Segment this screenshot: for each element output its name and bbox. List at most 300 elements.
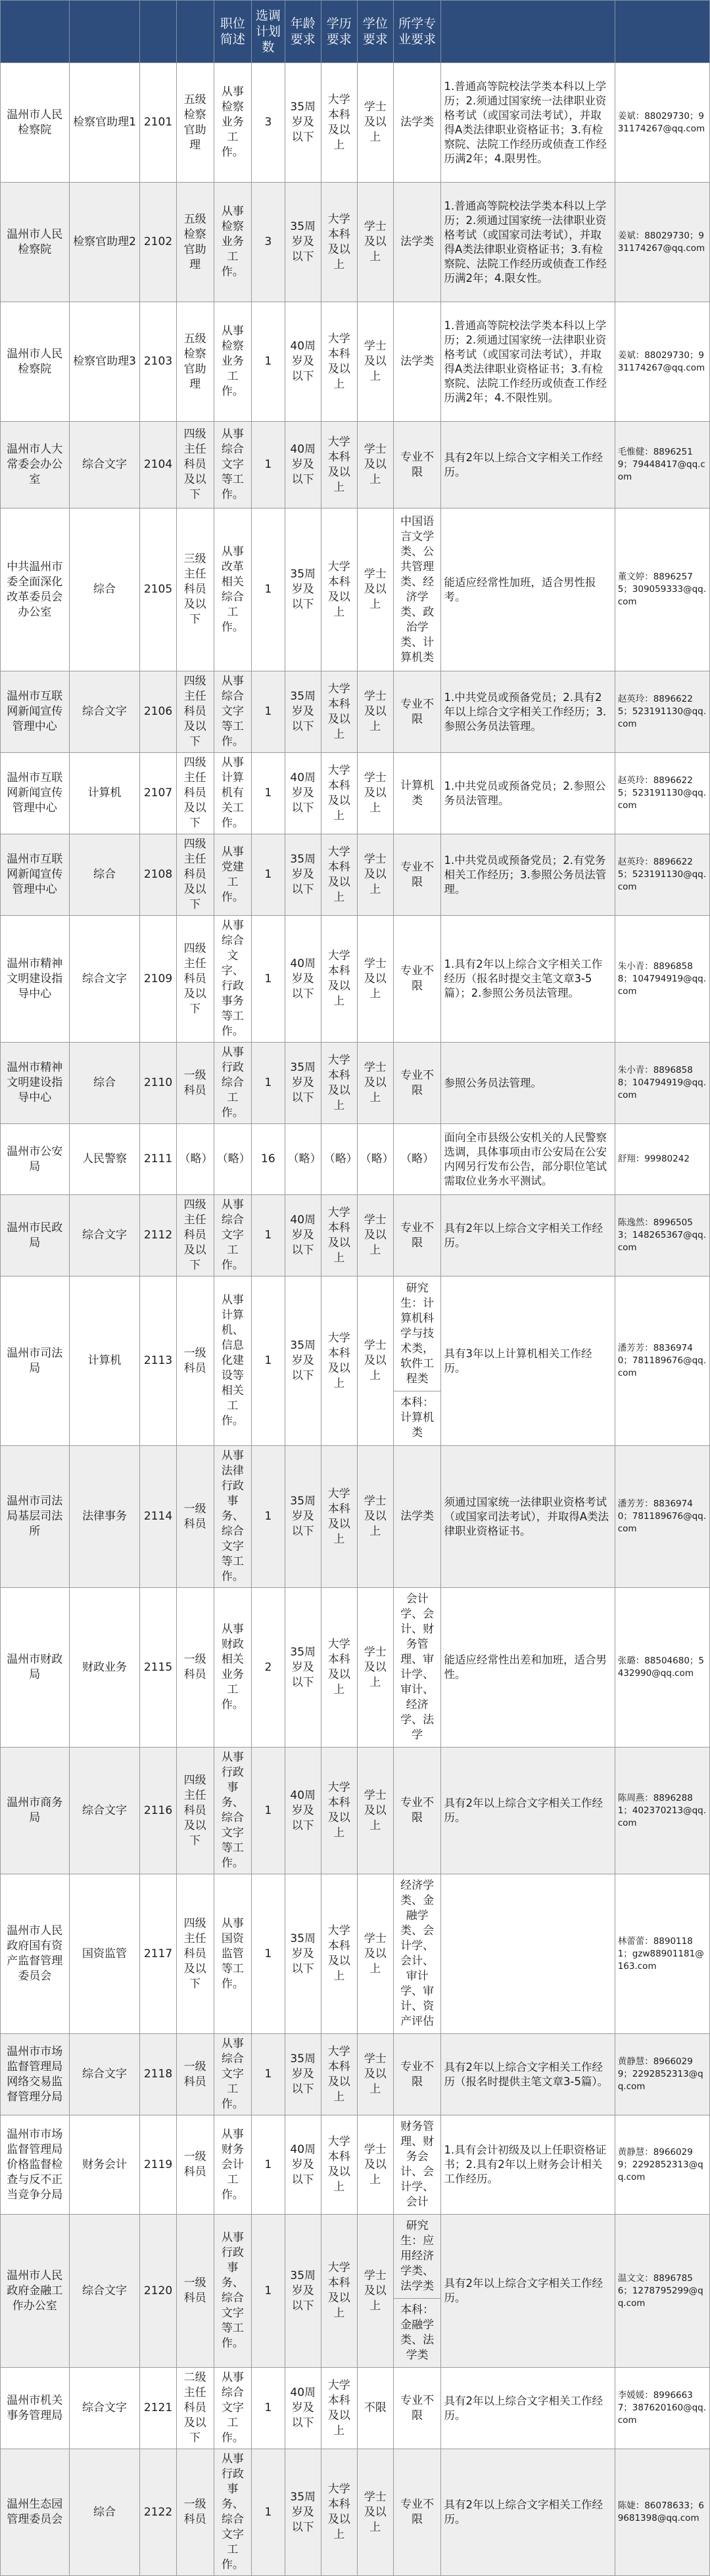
age-cell: 40周岁及以下 — [285, 2368, 321, 2449]
major-cell — [393, 753, 441, 834]
degree-cell: （略） — [357, 1124, 393, 1195]
education-cell: 大学本科及以上 — [321, 1043, 357, 1124]
major-text: 专业不限 — [400, 1221, 435, 1250]
level-cell: 四级主任科员及以下 — [176, 916, 214, 1043]
code-cell: 2102 — [140, 183, 176, 302]
table-row — [1, 302, 710, 422]
unit-cell: 温州市人民政府国有资产监督管理委员会 — [1, 1874, 70, 2034]
education-cell: 大学本科及以上 — [321, 1277, 357, 1446]
major-text: 专业不限 — [400, 1068, 435, 1097]
plan-count-cell: 1 — [252, 1748, 285, 1874]
post-cell: 综合 — [69, 2449, 140, 2576]
unit-cell: 温州市互联网新闻宣传管理中心 — [1, 753, 70, 834]
post-cell: 综合文字 — [69, 1195, 140, 1277]
level-cell: 五级检察官助理 — [176, 183, 214, 302]
education-cell: 大学本科及以上 — [321, 753, 357, 834]
table-row — [1, 2115, 710, 2215]
major-text: 专业不限 — [400, 1796, 435, 1824]
plan-count-cell: 1 — [252, 1043, 285, 1124]
major-cell — [393, 1588, 441, 1748]
table-row — [1, 916, 710, 1043]
unit-cell: 温州市商务局 — [1, 1748, 70, 1874]
level-cell: 一级科员 — [176, 2034, 214, 2115]
age-cell: 40周岁及以下 — [285, 753, 321, 834]
table-row — [1, 1874, 710, 2034]
plan-count-cell: 1 — [252, 2368, 285, 2449]
requirement-cell: 具有3年以上计算机相关工作经历。 — [441, 1277, 615, 1446]
unit-cell: 温州市人民检察院 — [1, 63, 70, 183]
code-cell: 2111 — [140, 1124, 176, 1195]
major-text: 研究生：计算机科学与技术类，软件工程类 — [400, 1282, 435, 1386]
level-cell: 一级科员 — [176, 2449, 214, 2576]
age-cell: 40周岁及以下 — [285, 302, 321, 422]
requirement-cell: 面向全市县级公安机关的人民警察选调，具体事项由市公安局在公安内网另行发布公告，部分职位笔试需取位业务水平测试。 — [441, 1124, 615, 1195]
code-cell: 2112 — [140, 1195, 176, 1277]
contact-cell: 潘芳芳：88369740；781189676@qq.com — [615, 1277, 709, 1446]
major-text: 专业不限 — [400, 2393, 435, 2422]
requirement-cell: 具有2年以上综合文字相关工作经历。 — [441, 422, 615, 508]
header-code — [140, 1, 176, 63]
contact-cell: 毛惟健：88962519；79448417@qq.com — [615, 422, 709, 508]
age-cell: 40周岁及以下 — [285, 916, 321, 1043]
header-edu: 学历要求 — [321, 1, 357, 63]
post-cell: 财务会计 — [69, 2115, 140, 2215]
desc-cell: 从事行政事务、综合文字等工作。 — [214, 2215, 251, 2368]
desc-cell: 从事行政事务、综合文字工作。 — [214, 2449, 251, 2576]
major-cell — [393, 671, 441, 753]
desc-cell: 从事财务会计工作。 — [214, 2115, 251, 2215]
header-req — [441, 1, 615, 63]
plan-count-cell: 3 — [252, 63, 285, 183]
education-cell: 大学本科及以上 — [321, 1195, 357, 1277]
contact-cell: 赵英玲：88966225；523191130@qq.com — [615, 671, 709, 753]
contact-cell: 陈婕：86078633；69681398@qq.com — [615, 2449, 709, 2576]
level-cell: 二级主任科员及以下 — [176, 2368, 214, 2449]
table-row — [1, 2449, 710, 2576]
level-cell: 一级科员 — [176, 1277, 214, 1446]
table-row — [1, 834, 710, 916]
desc-cell: 从事检察业务工作。 — [214, 183, 251, 302]
major-cell — [393, 1874, 441, 2034]
contact-cell: 舒翔：99980242 — [615, 1124, 709, 1195]
desc-cell: 从事计算机、信息化建设等相关工作。 — [214, 1277, 251, 1446]
contact-cell: 林蕾蕾：88901181；gzw88901181@163.com — [615, 1874, 709, 2034]
unit-cell: 中共温州市委全面深化改革委员会办公室 — [1, 508, 70, 671]
post-cell: 计算机 — [69, 1277, 140, 1446]
level-cell: （略） — [176, 1124, 214, 1195]
header-row — [1, 1, 710, 63]
age-cell: 35周岁及以下 — [285, 2449, 321, 2576]
header-num: 选调计划数 — [252, 1, 285, 63]
education-cell: 大学本科及以上 — [321, 508, 357, 671]
desc-cell: 从事国资监管等工作。 — [214, 1874, 251, 2034]
requirement-cell: 1.中共党员或预备党员；2.有党务相关工作经历；3.参照公务员法管理。 — [441, 834, 615, 916]
requirement-cell: 1.普通高等院校法学类本科以上学历；2.须通过国家统一法律职业资格考试（或国家司法考试），并取得A类法律职业资格证书；3.有检察院、法院工作经历或侦查工作经历满2年；4.限女性。 — [441, 183, 615, 302]
level-cell: 五级检察官助理 — [176, 302, 214, 422]
contact-cell: 赵英玲：88966225；523191130@qq.com — [615, 834, 709, 916]
plan-count-cell: 1 — [252, 302, 285, 422]
education-cell: 大学本科及以上 — [321, 671, 357, 753]
table-row — [1, 63, 710, 183]
unit-cell: 温州市人民政府金融工作办公室 — [1, 2215, 70, 2368]
age-cell: 35周岁及以下 — [285, 508, 321, 671]
unit-cell: 温州市公安局 — [1, 1124, 70, 1195]
post-cell: 人民警察 — [69, 1124, 140, 1195]
table-row — [1, 2034, 710, 2115]
degree-cell: 学士及以上 — [357, 508, 393, 671]
major-cell — [393, 2034, 441, 2115]
contact-cell: 潘芳芳：88369740；781189676@qq.com — [615, 1446, 709, 1588]
contact-cell: 赵英玲：88966225；523191130@qq.com — [615, 753, 709, 834]
code-cell: 2108 — [140, 834, 176, 916]
requirement-cell: 参照公务员法管理。 — [441, 1043, 615, 1124]
header-contact — [615, 1, 709, 63]
education-cell: 大学本科及以上 — [321, 1874, 357, 2034]
unit-cell: 温州市司法局基层司法所 — [1, 1446, 70, 1588]
contact-cell: 朱小青：88968588；104794919@qq.com — [615, 916, 709, 1043]
post-cell: 综合文字 — [69, 916, 140, 1043]
education-cell: 大学本科及以上 — [321, 302, 357, 422]
unit-cell: 温州市司法局 — [1, 1277, 70, 1446]
degree-cell: 学士及以上 — [357, 1874, 393, 2034]
major-text: 法学类 — [400, 355, 435, 368]
code-cell: 2113 — [140, 1277, 176, 1446]
post-cell: 综合文字 — [69, 2368, 140, 2449]
code-cell: 2105 — [140, 508, 176, 671]
degree-cell: 学士及以上 — [357, 1043, 393, 1124]
unit-cell: 温州市互联网新闻宣传管理中心 — [1, 671, 70, 753]
major-cell — [393, 2215, 441, 2368]
level-cell: 四级主任科员及以下 — [176, 1748, 214, 1874]
age-cell: 40周岁及以下 — [285, 2115, 321, 2215]
desc-cell: 从事党建工作。 — [214, 834, 251, 916]
degree-cell: 学士及以上 — [357, 834, 393, 916]
code-cell: 2115 — [140, 1588, 176, 1748]
requirement-cell: 1.中共党员或预备党员；2.具有2年以上综合文字相关工作经历；3.参照公务员法管理。 — [441, 671, 615, 753]
plan-count-cell: 1 — [252, 1195, 285, 1277]
degree-cell: 学士及以上 — [357, 916, 393, 1043]
major-text: 法学类 — [400, 235, 435, 248]
code-cell: 2120 — [140, 2215, 176, 2368]
plan-count-cell: 1 — [252, 1446, 285, 1588]
desc-cell: 从事财政相关业务工作。 — [214, 1588, 251, 1748]
contact-cell: 朱小青：88968588；104794919@qq.com — [615, 1043, 709, 1124]
education-cell: 大学本科及以上 — [321, 916, 357, 1043]
education-cell: 大学本科及以上 — [321, 2449, 357, 2576]
code-cell: 2103 — [140, 302, 176, 422]
table-row — [1, 1043, 710, 1124]
code-cell: 2106 — [140, 671, 176, 753]
major-cell — [393, 183, 441, 302]
major-text: 专业不限 — [400, 450, 435, 479]
education-cell: 大学本科及以上 — [321, 2115, 357, 2215]
age-cell: 35周岁及以下 — [285, 1588, 321, 1748]
age-cell: 35周岁及以下 — [285, 183, 321, 302]
plan-count-cell: 3 — [252, 183, 285, 302]
desc-cell: 从事改革相关综合工作。 — [214, 508, 251, 671]
requirement-cell: 能适应经常性加班，适合男性报考。 — [441, 508, 615, 671]
requirement-cell: 具有2年以上综合文字相关工作经历。 — [441, 2449, 615, 2576]
table-row — [1, 2215, 710, 2368]
post-cell: 国资监管 — [69, 1874, 140, 2034]
unit-cell: 温州市精神文明建设指导中心 — [1, 916, 70, 1043]
education-cell: 大学本科及以上 — [321, 834, 357, 916]
header-age: 年龄要求 — [285, 1, 321, 63]
requirement-cell: 1.普通高等院校法学类本科以上学历；2.须通过国家统一法律职业资格考试（或国家司法考试），并取得A类法律职业资格证书；3.有检察院、法院工作经历或侦查工作经历满2年；4.限男性。 — [441, 63, 615, 183]
unit-cell: 温州市市场监督管理局网络交易监督管理分局 — [1, 2034, 70, 2115]
desc-cell: 从事综合文字工作。 — [214, 1195, 251, 1277]
major-text: 本科：计算机类 — [394, 1391, 441, 1445]
education-cell: 大学本科及以上 — [321, 2368, 357, 2449]
desc-cell: 从事计算机有关工作。 — [214, 753, 251, 834]
table-row — [1, 2368, 710, 2449]
contact-cell: 陈逸然：89965053；148265367@qq.com — [615, 1195, 709, 1277]
desc-cell: 从事综合文字等工作。 — [214, 422, 251, 508]
plan-count-cell: 1 — [252, 2115, 285, 2215]
age-cell: 35周岁及以下 — [285, 834, 321, 916]
major-cell — [393, 1277, 441, 1446]
age-cell: 35周岁及以下 — [285, 671, 321, 753]
level-cell: 四级主任科员及以下 — [176, 671, 214, 753]
education-cell: 大学本科及以上 — [321, 63, 357, 183]
major-cell — [393, 1043, 441, 1124]
degree-cell: 学士及以上 — [357, 671, 393, 753]
code-cell: 2119 — [140, 2115, 176, 2215]
age-cell: 35周岁及以下 — [285, 2215, 321, 2368]
major-text: 法学类 — [400, 1510, 435, 1523]
desc-cell: 从事综合文字等工作。 — [214, 671, 251, 753]
major-text: 会计学、会计、财务管理、审计学、审计、经济学、法学 — [400, 1593, 435, 1742]
plan-count-cell: 1 — [252, 2034, 285, 2115]
degree-cell: 学士及以上 — [357, 183, 393, 302]
degree-cell: 学士及以上 — [357, 2215, 393, 2368]
level-cell: 一级科员 — [176, 2115, 214, 2215]
education-cell: 大学本科及以上 — [321, 1446, 357, 1588]
post-cell: 综合文字 — [69, 2215, 140, 2368]
post-cell: 综合 — [69, 1043, 140, 1124]
table-row — [1, 753, 710, 834]
level-cell: 一级科员 — [176, 1446, 214, 1588]
requirement-cell: 具有2年以上综合文字相关工作经历（报名时提供主笔文章3-5篇）。 — [441, 2034, 615, 2115]
major-text: 财务管理、财务会计、会计学、会计 — [400, 2120, 435, 2209]
degree-cell: 学士及以上 — [357, 422, 393, 508]
table-row — [1, 422, 710, 508]
contact-cell: 陈周燕：88962881；402370213@qq.com — [615, 1748, 709, 1874]
table-row — [1, 1195, 710, 1277]
degree-cell: 不限 — [357, 2368, 393, 2449]
major-text: 专业不限 — [400, 697, 435, 726]
unit-cell: 温州市人民检察院 — [1, 183, 70, 302]
age-cell: （略） — [285, 1124, 321, 1195]
requirement-cell: 须通过国家统一法律职业资格考试（或国家司法考试），并取得A类法律职业资格证书。 — [441, 1446, 615, 1588]
degree-cell: 学士及以上 — [357, 1446, 393, 1588]
major-cell — [393, 834, 441, 916]
requirement-cell: 1.具有2年以上综合文字相关工作经历（报名时提交主笔文章3-5篇）；2.参照公务员法管理。 — [441, 916, 615, 1043]
desc-cell: 从事法律行政事务、综合文字等工作。 — [214, 1446, 251, 1588]
code-cell: 2110 — [140, 1043, 176, 1124]
header-post — [69, 1, 140, 63]
plan-count-cell: 1 — [252, 753, 285, 834]
desc-cell: 从事综合文字、行政事务等工作。 — [214, 916, 251, 1043]
post-cell: 综合 — [69, 834, 140, 916]
desc-cell: 从事综合文字工作。 — [214, 2034, 251, 2115]
degree-cell: 学士及以上 — [357, 753, 393, 834]
contact-cell: 黄静慧：89660299；2292852313@qq.com — [615, 2115, 709, 2215]
major-cell — [393, 1195, 441, 1277]
desc-cell: 从事综合文字工作。 — [214, 2368, 251, 2449]
unit-cell: 温州市精神文明建设指导中心 — [1, 1043, 70, 1124]
major-text: （略） — [400, 1152, 435, 1165]
desc-cell: 从事检察业务工作。 — [214, 63, 251, 183]
post-cell: 检察官助理3 — [69, 302, 140, 422]
table-row — [1, 671, 710, 753]
plan-count-cell: 16 — [252, 1124, 285, 1195]
unit-cell: 温州市财政局 — [1, 1588, 70, 1748]
requirement-cell: 具有2年以上综合文字相关工作经历。 — [441, 1195, 615, 1277]
degree-cell: 学士及以上 — [357, 2449, 393, 2576]
age-cell: 35周岁及以下 — [285, 63, 321, 183]
contact-cell: 张璐：88504680；5432990@qq.com — [615, 1588, 709, 1748]
level-cell: 三级主任科员及以下 — [176, 508, 214, 671]
age-cell: 35周岁及以下 — [285, 1277, 321, 1446]
code-cell: 2117 — [140, 1874, 176, 2034]
table-row — [1, 1277, 710, 1446]
education-cell: 大学本科及以上 — [321, 422, 357, 508]
major-text: 研究生：应用经济学类、法学类 — [400, 2219, 435, 2293]
major-cell — [393, 63, 441, 183]
header-level — [176, 1, 214, 63]
major-text: 专业不限 — [400, 2060, 435, 2089]
requirement-cell: 1.普通高等院校法学类本科以上学历；2.须通过国家统一法律职业资格考试（或国家司法考试），并取得A类法律职业资格证书；3.有检察院、法院工作经历或侦查工作经历满2年；4.不限性别。 — [441, 302, 615, 422]
level-cell: 四级主任科员及以下 — [176, 753, 214, 834]
major-cell — [393, 2368, 441, 2449]
desc-cell: 从事行政综合工作。 — [214, 1043, 251, 1124]
table-row — [1, 183, 710, 302]
major-text: 计算机类 — [400, 779, 435, 807]
header-degree: 学位要求 — [357, 1, 393, 63]
level-cell: 四级主任科员及以下 — [176, 422, 214, 508]
level-cell: 四级主任科员及以下 — [176, 1195, 214, 1277]
unit-cell: 温州市人大常委会办公室 — [1, 422, 70, 508]
table-row — [1, 1748, 710, 1874]
major-cell — [393, 422, 441, 508]
code-cell: 2121 — [140, 2368, 176, 2449]
post-cell: 检察官助理1 — [69, 63, 140, 183]
header-unit — [1, 1, 70, 63]
plan-count-cell: 1 — [252, 2449, 285, 2576]
plan-count-cell: 1 — [252, 1277, 285, 1446]
major-cell — [393, 1748, 441, 1874]
table-row — [1, 1588, 710, 1748]
degree-cell: 学士及以上 — [357, 302, 393, 422]
code-cell: 2104 — [140, 422, 176, 508]
post-cell: 综合文字 — [69, 671, 140, 753]
requirement-cell: 能适应经常性出差和加班，适合男性。 — [441, 1588, 615, 1748]
major-text: 法学类 — [400, 116, 435, 129]
desc-cell: 从事行政事务、综合文字等工作。 — [214, 1748, 251, 1874]
code-cell: 2118 — [140, 2034, 176, 2115]
age-cell: 35周岁及以下 — [285, 1446, 321, 1588]
unit-cell: 温州市人民检察院 — [1, 302, 70, 422]
degree-cell: 学士及以上 — [357, 63, 393, 183]
age-cell: 35周岁及以下 — [285, 1043, 321, 1124]
age-cell: 40周岁及以下 — [285, 1195, 321, 1277]
code-cell: 2101 — [140, 63, 176, 183]
plan-count-cell: 1 — [252, 834, 285, 916]
age-cell: 35周岁及以下 — [285, 1874, 321, 2034]
plan-count-cell: 1 — [252, 916, 285, 1043]
plan-count-cell: 1 — [252, 1874, 285, 2034]
education-cell: （略） — [321, 1124, 357, 1195]
age-cell: 40周岁及以下 — [285, 422, 321, 508]
level-cell: 一级科员 — [176, 2215, 214, 2368]
education-cell: 大学本科及以上 — [321, 2034, 357, 2115]
major-text: 专业不限 — [400, 2498, 435, 2526]
level-cell: 五级检察官助理 — [176, 63, 214, 183]
contact-cell: 黄静慧：89660299；2292852313@qq.com — [615, 2034, 709, 2115]
education-cell: 大学本科及以上 — [321, 2215, 357, 2368]
unit-cell: 温州市机关事务管理局 — [1, 2368, 70, 2449]
major-text: 本科：金融学类、法学类 — [394, 2298, 441, 2367]
contact-cell: 温文文：88967856；1278795299@qq.com — [615, 2215, 709, 2368]
plan-count-cell: 2 — [252, 1588, 285, 1748]
unit-cell: 温州市互联网新闻宣传管理中心 — [1, 834, 70, 916]
unit-cell: 温州生态园管理委员会 — [1, 2449, 70, 2576]
code-cell: 2122 — [140, 2449, 176, 2576]
major-cell — [393, 916, 441, 1043]
requirement-cell: 具有2年以上综合文字相关工作经历。 — [441, 2368, 615, 2449]
plan-count-cell: 1 — [252, 422, 285, 508]
header-desc: 职位简述 — [214, 1, 251, 63]
degree-cell: 学士及以上 — [357, 1195, 393, 1277]
level-cell: 一级科员 — [176, 1043, 214, 1124]
contact-cell: 姜斌：88029730；931174267@qq.com — [615, 63, 709, 183]
level-cell: 一级科员 — [176, 1588, 214, 1748]
post-cell: 计算机 — [69, 753, 140, 834]
post-cell: 财政业务 — [69, 1588, 140, 1748]
code-cell: 2116 — [140, 1748, 176, 1874]
requirement-cell: 具有2年以上综合文字相关工作经历。 — [441, 2215, 615, 2368]
code-cell: 2114 — [140, 1446, 176, 1588]
degree-cell: 学士及以上 — [357, 1748, 393, 1874]
age-cell: 35周岁及以下 — [285, 2034, 321, 2115]
major-text: 经济学类、金融学类、会计学、会计、审计学、审计、资产评估 — [400, 1879, 435, 2028]
major-text: 专业不限 — [400, 860, 435, 889]
major-cell — [393, 1124, 441, 1195]
post-cell: 综合文字 — [69, 2034, 140, 2115]
degree-cell: 学士及以上 — [357, 1277, 393, 1446]
education-cell: 大学本科及以上 — [321, 183, 357, 302]
degree-cell: 学士及以上 — [357, 1588, 393, 1748]
post-cell: 法律事务 — [69, 1446, 140, 1588]
table-row — [1, 1446, 710, 1588]
table-row — [1, 1124, 710, 1195]
plan-count-cell: 1 — [252, 2215, 285, 2368]
major-cell — [393, 2115, 441, 2215]
post-cell: 检察官助理2 — [69, 183, 140, 302]
desc-cell: （略） — [214, 1124, 251, 1195]
major-text: 中国语言文学类、公共管理类、经济学类、政治学类、计算机类 — [400, 514, 435, 664]
major-cell — [393, 2449, 441, 2576]
level-cell: 四级主任科员及以下 — [176, 834, 214, 916]
contact-cell: 姜斌：88029730；931174267@qq.com — [615, 302, 709, 422]
unit-cell: 温州市民政局 — [1, 1195, 70, 1277]
requirement-cell: 1.具有会计初级及以上任职资格证书；2.具有2年以上财务会计相关工作经历。 — [441, 2115, 615, 2215]
requirement-cell — [441, 1874, 615, 2034]
major-cell — [393, 508, 441, 671]
education-cell: 大学本科及以上 — [321, 1748, 357, 1874]
degree-cell: 学士及以上 — [357, 2115, 393, 2215]
